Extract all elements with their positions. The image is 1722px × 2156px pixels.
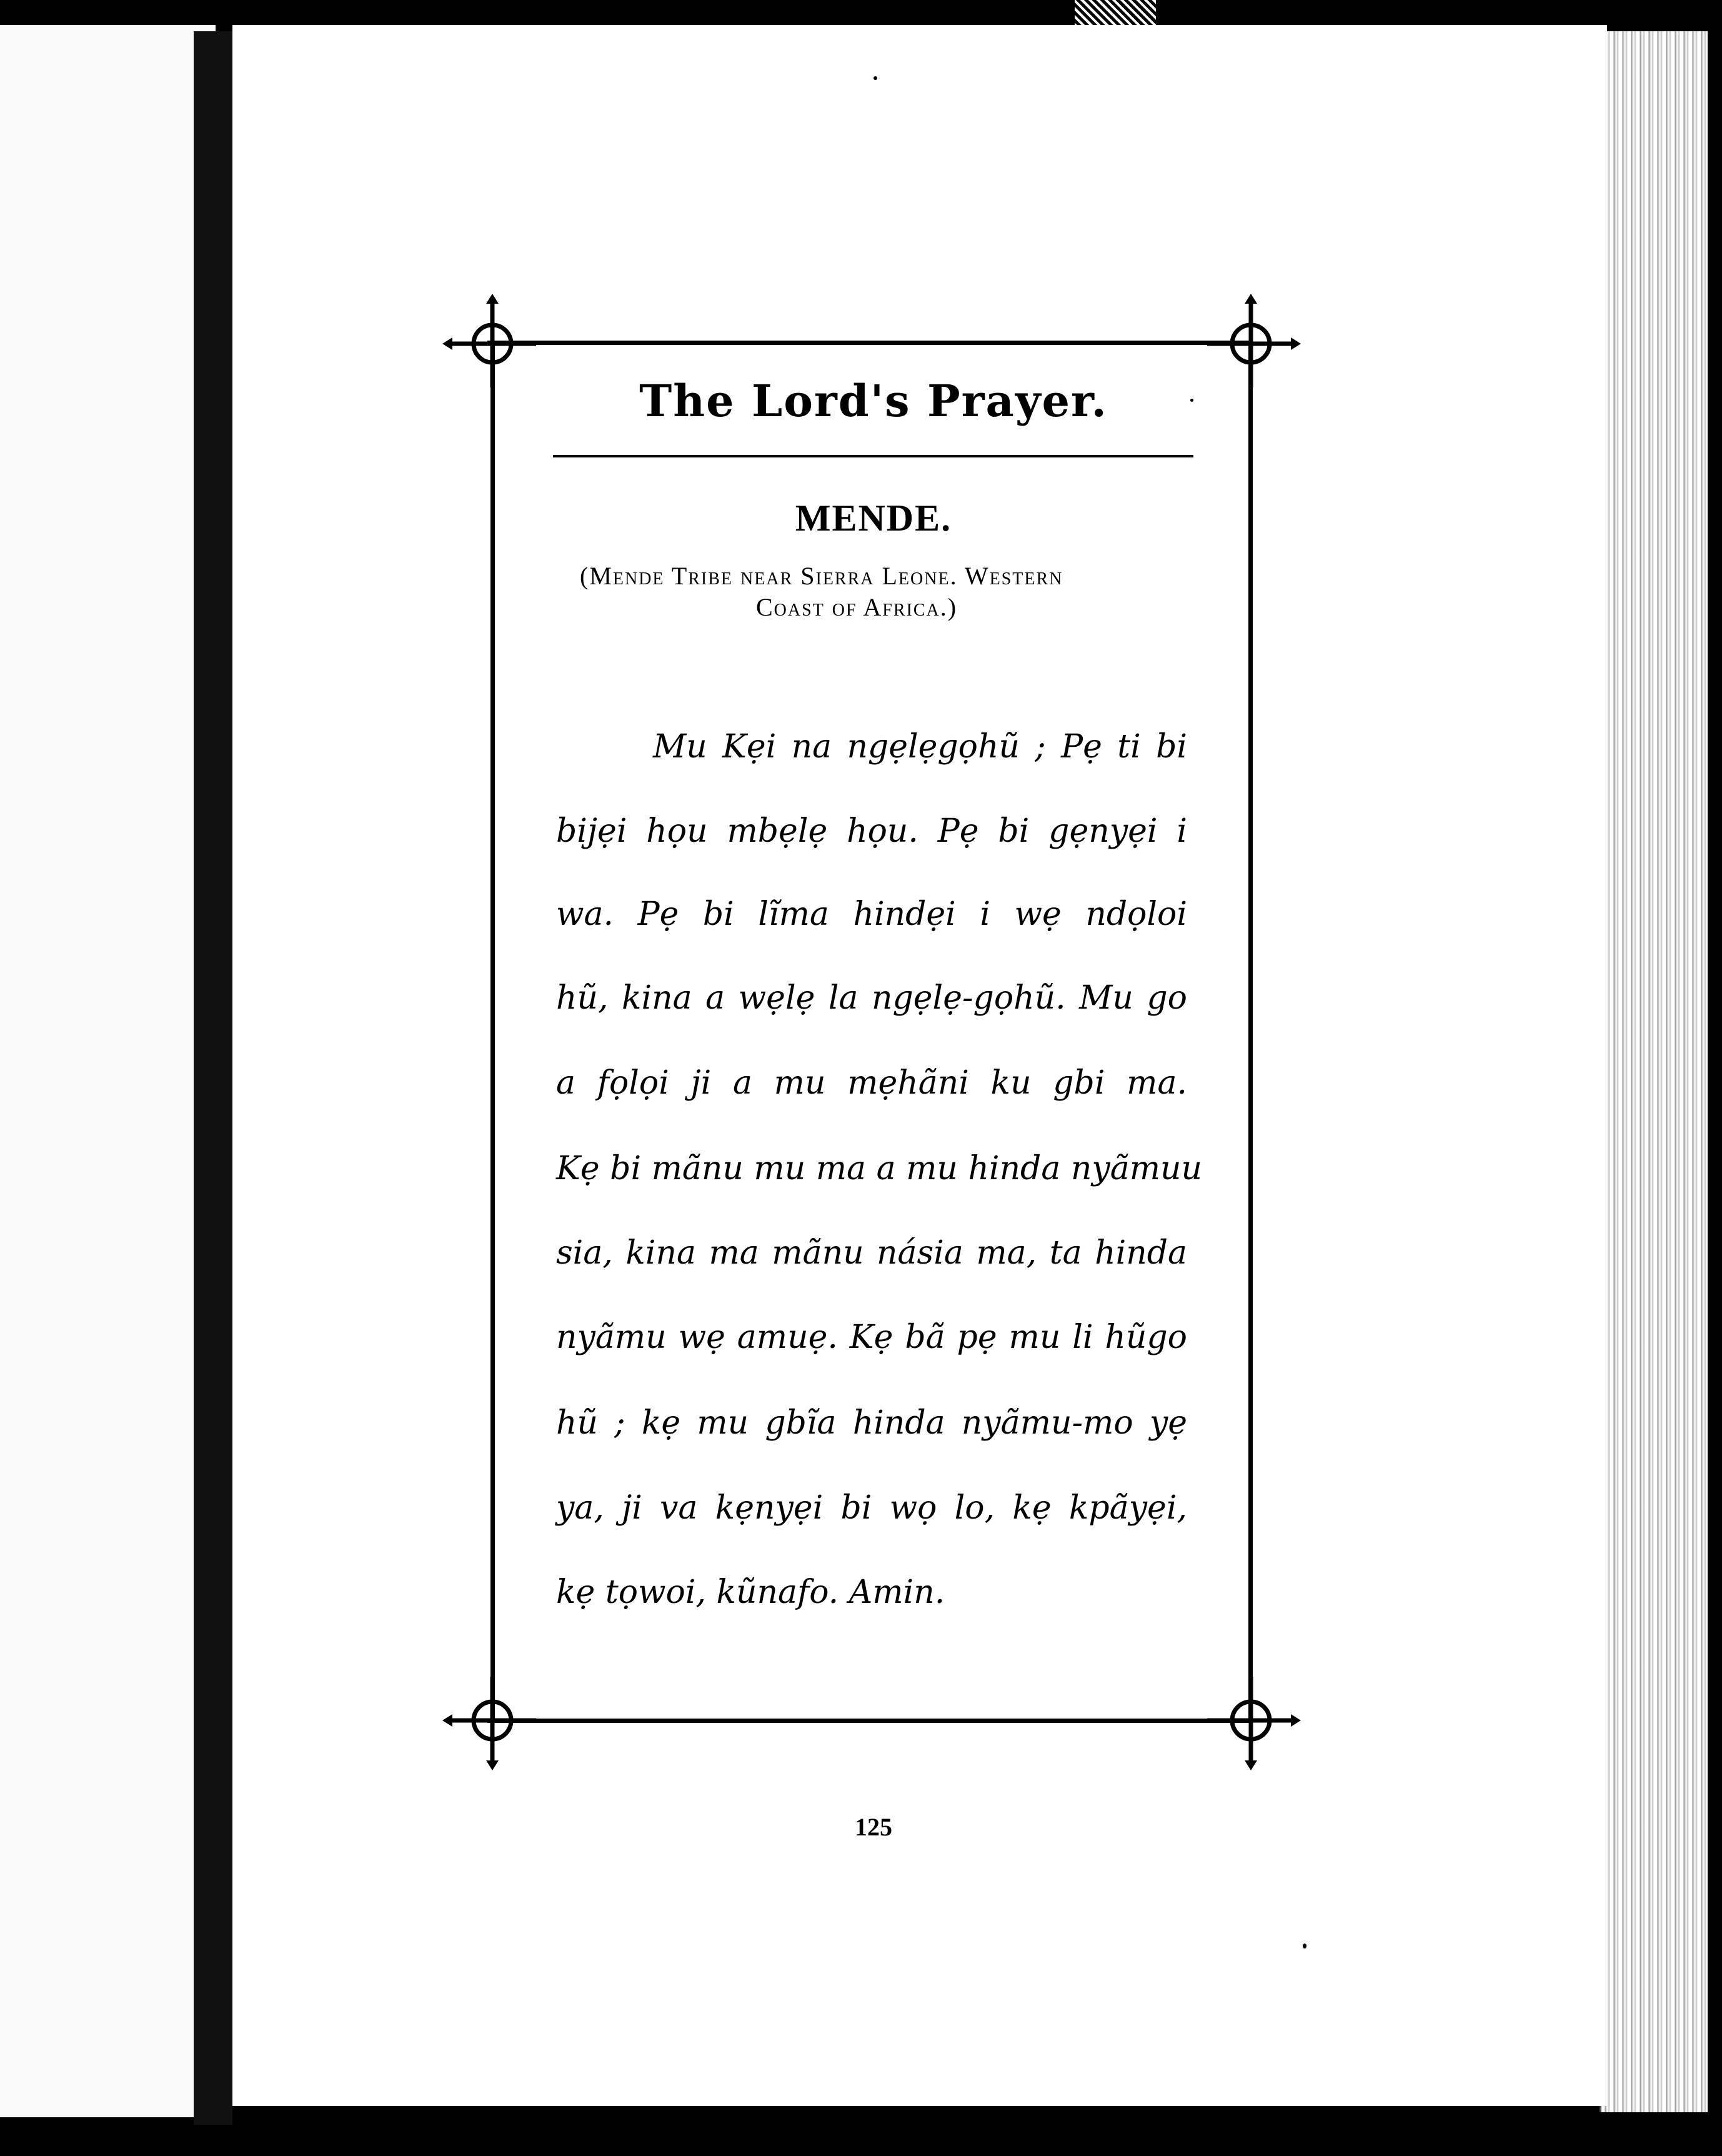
frame-top-line <box>487 341 1253 345</box>
prayer-line: Kẹ bi mãnu mu ma a mu hinda nyãmuu <box>556 1150 1203 1187</box>
frame-right-line <box>1248 342 1253 1720</box>
prayer-line: nyãmu wẹ amuẹ. Kẹ bã pẹ mu li hũgo <box>556 1319 1187 1356</box>
frame-bottom-line <box>487 1719 1253 1723</box>
language-heading: MENDE. <box>795 497 952 539</box>
dust-speck <box>0 0 4 4</box>
prayer-line: a fọlọi ji a mu mẹhãni ku gbi ma. <box>556 1064 1187 1102</box>
prayer-line: Mu Kẹi na ngẹlẹgọhũ ; Pẹ ti bi <box>653 728 1187 766</box>
book-gutter <box>194 31 232 2125</box>
prayer-line: bijẹi họu mbẹlẹ họu. Pẹ bi gẹnyẹi i <box>556 812 1187 850</box>
subtitle-line-1: (Mende Tribe near Sierra Leone. Western <box>580 562 1063 590</box>
prayer-line: hũ ; kẹ mu gbĩa hinda nyãmu-mo yẹ <box>556 1404 1187 1442</box>
prayer-line: wa. Pẹ bi lĩma hindẹi i wẹ ndọloi <box>556 896 1187 933</box>
scan-debris <box>1075 0 1156 26</box>
prayer-line: kẹ tọwoi, kũnafo. Amin. <box>556 1574 945 1611</box>
subtitle-line-2: Coast of Africa.) <box>756 593 958 621</box>
dust-speck <box>1190 399 1193 402</box>
frame-corner-ornament-bottom-right <box>1201 1670 1301 1770</box>
frame-corner-ornament-bottom-left <box>442 1670 542 1770</box>
prayer-line: sia, kina ma mãnu násia ma, ta hinda <box>556 1234 1187 1272</box>
prayer-line: ya, ji va kẹnyẹi bi wọ lo, kẹ kpãyẹi, <box>556 1489 1187 1527</box>
page-title: The Lord's Prayer. <box>639 375 1108 427</box>
dust-speck <box>1303 1944 1306 1949</box>
frame-left-line <box>490 342 495 1720</box>
prayer-line: hũ, kina a wẹlẹ la ngẹlẹ-gọhũ. Mu go <box>556 979 1187 1017</box>
page-number: 125 <box>855 1813 892 1841</box>
left-page-edge <box>0 25 216 2117</box>
page-edges <box>1600 31 1708 2112</box>
dust-speck <box>873 76 877 80</box>
title-divider <box>553 455 1193 457</box>
